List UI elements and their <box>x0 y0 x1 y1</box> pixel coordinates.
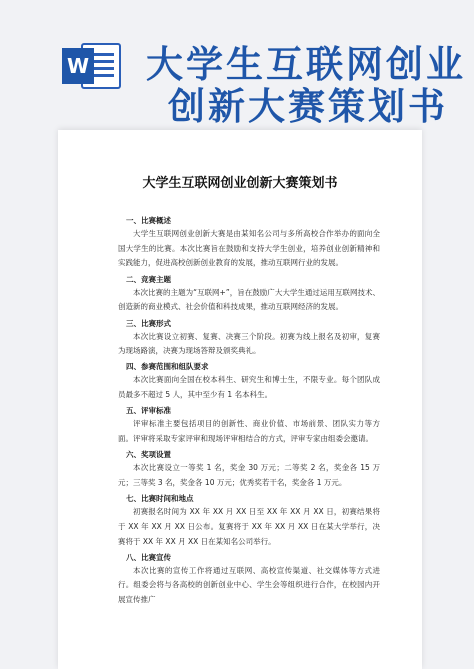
document-page <box>58 130 422 669</box>
section-heading: 七、比赛时间和地点 <box>126 494 194 504</box>
document-body <box>118 214 380 609</box>
section-heading: 四、参赛范围和组队要求 <box>126 362 209 372</box>
section-paragraph: 本次比赛设立一等奖 1 名，奖金 30 万元；二等奖 2 名，奖金各 15 万元；三等奖 3 名，奖金各 10 万元；优秀奖若干名，奖金各 1 万元。 <box>118 463 380 487</box>
section-heading: 八、比赛宣传 <box>126 552 171 562</box>
section-paragraph: 初赛报名时间为 XX 年 XX 月 XX 日至 XX 年 XX 月 XX 日，初赛结果将于 XX 年 XX 月 XX 日公布。复赛将于 XX 年 XX 月 XX 日在某大学举行，决赛将于 XX 年 XX 月 XX 日在某知名公司举行。 <box>118 507 380 546</box>
word-doc-icon <box>62 40 122 92</box>
banner-title-line-2: 创新大赛策划书 <box>168 85 448 128</box>
section-paragraph: 本次比赛的宣传工作将通过互联网、高校宣传渠道、社交媒体等方式进行。组委会将与各高校的创新创业中心、学生会等组织进行合作，在校园内开展宣传推广 <box>118 565 380 605</box>
section-heading: 二、竞赛主题 <box>126 274 171 284</box>
section-paragraph: 评审标准主要包括项目的创新性、商业价值、市场前景、团队实力等方面。评审将采取专家评审和现场评审相结合的方式，评审专家由组委会邀请。 <box>118 419 380 444</box>
section-paragraph: 本次比赛的主题为“互联网+”，旨在鼓励广大大学生通过运用互联网技术、创造新的商业模式、社会价值和科技成果，推动互联网经济的发展。 <box>118 287 380 312</box>
svg-text:W: W <box>66 54 90 78</box>
section-heading: 五、评审标准 <box>126 406 171 416</box>
section-paragraph: 本次比赛设立初赛、复赛、决赛三个阶段。初赛为线上报名及初审，复赛为现场路演，决赛为现场答辩及颁奖典礼。 <box>118 331 380 356</box>
banner <box>0 0 474 128</box>
document-title: 大学生互联网创业创新大赛策划书 <box>142 176 338 191</box>
section-heading: 六、奖项设置 <box>126 450 171 460</box>
banner-title-line-1: 大学生互联网创业 <box>146 43 466 86</box>
section-paragraph: 本次比赛面向全国在校本科生、研究生和博士生，不限专业。每个团队成员最多不超过 5 人，其中至少有 1 名本科生。 <box>118 375 380 400</box>
section-heading: 三、比赛形式 <box>126 318 171 328</box>
section-paragraph: 大学生互联网创业创新大赛是由某知名公司与多所高校合作举办的面向全国大学生的比赛。本次比赛旨在鼓励和支持大学生创业，培养创业创新精神和实践能力，促进高校创新创业教育的发展，推动互联网行业的发展。 <box>118 229 380 268</box>
section-heading: 一、比赛概述 <box>126 216 171 225</box>
